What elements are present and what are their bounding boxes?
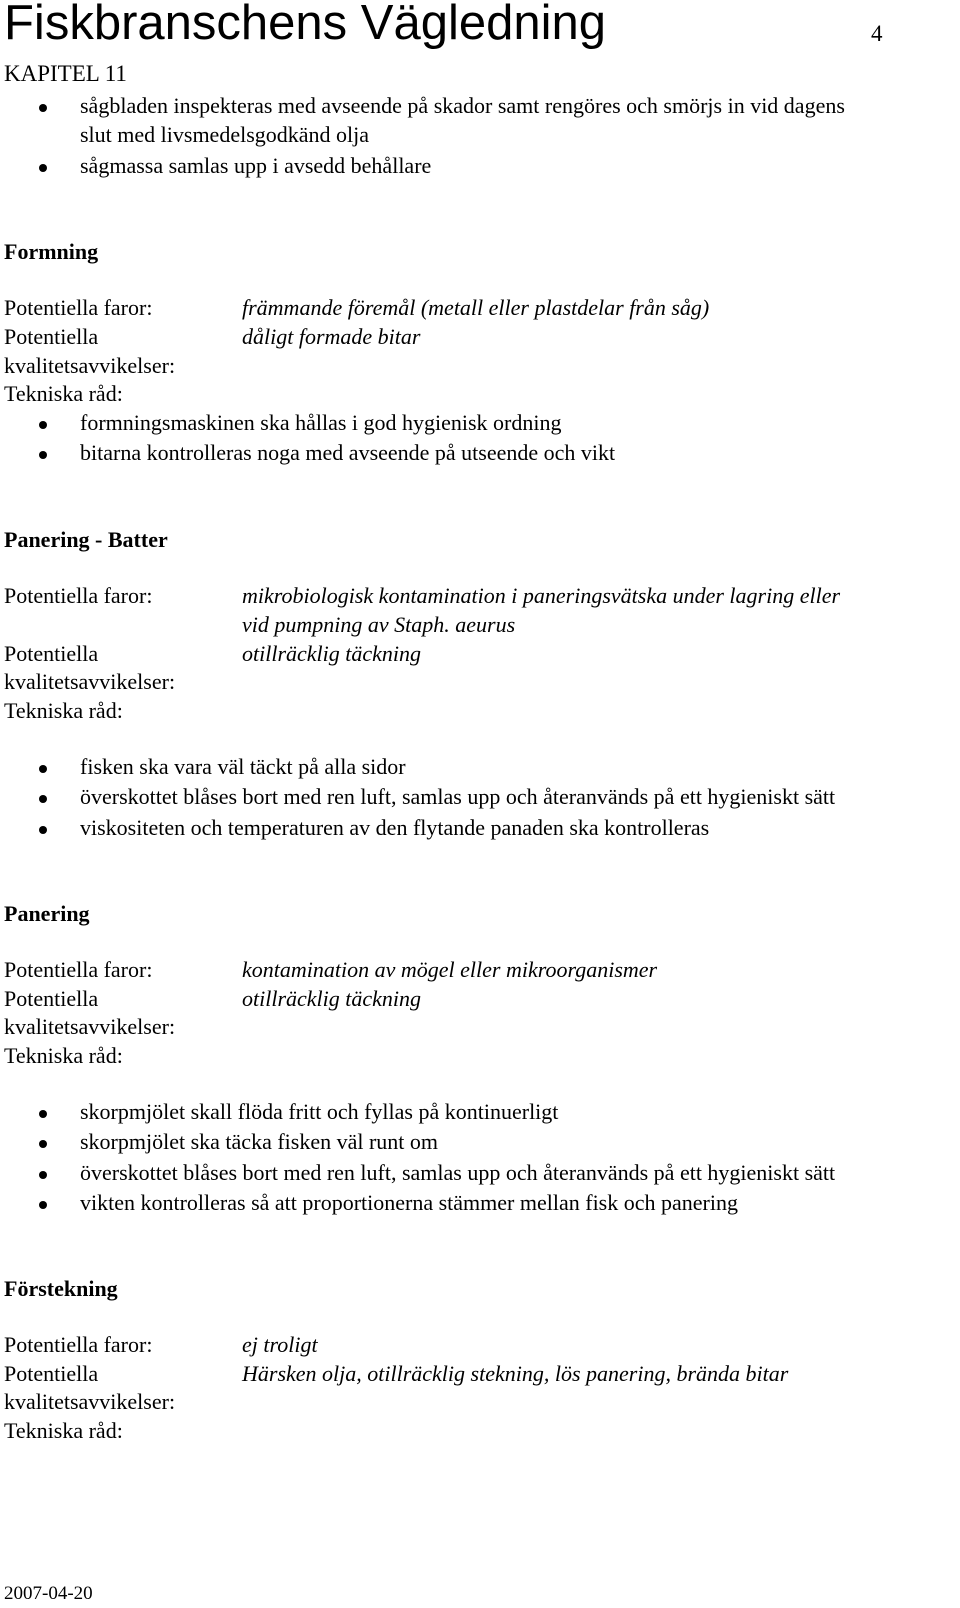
advice-label: Tekniska råd: [4,698,123,723]
quality-label-continued: kvalitetsavvikelser: [4,1014,176,1039]
quality-text: Härsken olja, otillräcklig stekning, lös panering, brända bitar [242,1361,789,1386]
bullet-dot [39,1171,47,1179]
list-item: viskositeten och temperaturen av den flytande panaden ska kontrolleras [80,815,710,840]
document-title: Fiskbranschens Vägledning [4,0,606,50]
hazard-text: ej troligt [242,1332,318,1357]
quality-label: Potentiella [4,986,99,1011]
hazard-text: främmande föremål (metall eller plastdelar från såg) [242,295,710,320]
hazards-label: Potentiella faror: [4,1332,153,1357]
hazard-text: vid pumpning av Staph. aeurus [242,612,516,637]
hazards-label: Potentiella faror: [4,957,153,982]
page-number: 4 [871,21,883,46]
list-item: fisken ska vara väl täckt på alla sidor [80,754,406,779]
quality-text: otillräcklig täckning [242,641,422,666]
quality-label-continued: kvalitetsavvikelser: [4,1389,176,1414]
quality-text: otillräcklig täckning [242,986,422,1011]
advice-label: Tekniska råd: [4,381,123,406]
list-item: skorpmjölet ska täcka fisken väl runt om [80,1129,439,1154]
list-item: formningsmaskinen ska hållas i god hygienisk ordning [80,410,562,435]
bullet-dot [39,1110,47,1118]
bullet-dot [39,164,47,172]
hazards-label: Potentiella faror: [4,295,153,320]
list-item: skorpmjölet skall flöda fritt och fyllas på kontinuerligt [80,1099,559,1124]
bullet-dot [39,795,47,803]
list-item: överskottet blåses bort med ren luft, samlas upp och återanvänds på ett hygieniskt sätt [80,1160,836,1185]
quality-label-continued: kvalitetsavvikelser: [4,353,176,378]
list-item: bitarna kontrolleras noga med avseende på utseende och vikt [80,440,616,465]
bullet-dot [39,421,47,429]
quality-label: Potentiella [4,324,99,349]
list-item: överskottet blåses bort med ren luft, samlas upp och återanvänds på ett hygieniskt sätt [80,784,836,809]
list-item: vikten kontrolleras så att proportionerna stämmer mellan fisk och panering [80,1190,738,1215]
bullet-dot [39,1140,47,1148]
quality-text: dåligt formade bitar [242,324,421,349]
section-heading: Panering - Batter [4,527,168,552]
hazard-text: kontamination av mögel eller mikroorganismer [242,957,658,982]
footer-date: 2007-04-20 [4,1583,93,1604]
advice-label: Tekniska råd: [4,1043,123,1068]
bullet-dot [39,765,47,773]
bullet-dot [39,826,47,834]
hazards-label: Potentiella faror: [4,583,153,608]
chapter-label: KAPITEL 11 [4,61,127,86]
advice-label: Tekniska råd: [4,1418,123,1443]
section-heading: Formning [4,239,99,264]
list-item: sågbladen inspekteras med avseende på skador samt rengöres och smörjs in vid dagens [80,93,845,118]
hazard-text: mikrobiologisk kontamination i paneringsvätska under lagring eller [242,583,841,608]
list-item: slut med livsmedelsgodkänd olja [80,122,370,147]
bullet-dot [39,451,47,459]
quality-label: Potentiella [4,1361,99,1386]
list-item: sågmassa samlas upp i avsedd behållare [80,153,432,178]
quality-label-continued: kvalitetsavvikelser: [4,669,176,694]
section-heading: Panering [4,901,90,926]
section-heading: Förstekning [4,1276,118,1301]
bullet-dot [39,1201,47,1209]
bullet-dot [39,104,47,112]
quality-label: Potentiella [4,641,99,666]
